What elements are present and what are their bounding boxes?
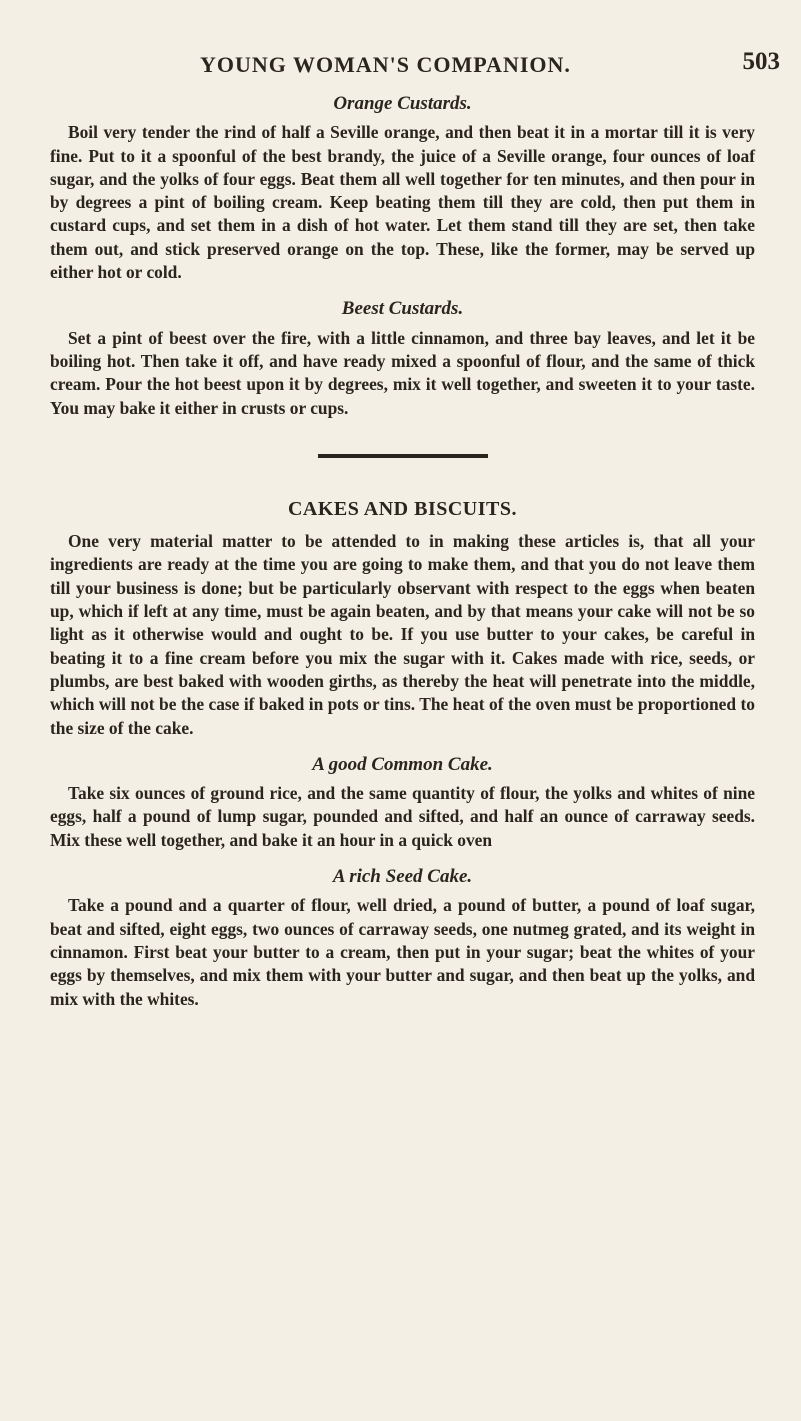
chapter-intro: One very material matter to be attended to in making these articles is, that all your ingredients are ready at the time you are going to make them, and that you do not leave them till your business is done; but be particularly observant with respect to the eggs when beaten up, which if left at any time, must be again beaten, and by that means your cake will not be so light as it otherwise would and ought to be. If you use butter to your cakes, be careful in beating it to a fine cream before you mix the sugar with it. Cakes made with rice, seeds, or plumbs, are best baked with wooden girths, as thereby the heat will penetrate into the middle, which will not be the case if baked in pots or tins. The heat of the oven must be proportioned to the size of the cake.	[50, 531, 755, 738]
running-title: YOUNG WOMAN'S COMPANION.	[200, 52, 571, 77]
recipe-title-seed-cake: A rich Seed Cake.	[332, 866, 473, 888]
recipe-body-common-cake: Take six ounces of ground rice, and the same quantity of flour, the yolks and whites of nine eggs, half a pound of lump sugar, pounded and sifted, and half an ounce of carraway seeds. Mix these well together, and bake it an hour in a quick oven	[50, 783, 755, 850]
recipe-title-common-cake: A good Common Cake.	[312, 753, 493, 775]
recipe-title-beest-custards: Beest Custards.	[341, 298, 464, 320]
chapter-title: CAKES AND BISCUITS.	[287, 497, 517, 520]
recipe-body-beest-custards: Set a pint of beest over the fire, with a little cinnamon, and three bay leaves, and let it be boiling hot. Then take it off, and have ready mixed a spoonful of flour, and the same of thick cream. Pour the hot beest upon it by degrees, mix it well together, and sweeten it to your taste. You may bake it either in crusts or cups.	[50, 327, 755, 418]
page-number: 503	[742, 48, 780, 75]
recipe-body-seed-cake: Take a pound and a quarter of flour, well dried, a pound of butter, a pound of loaf sugar, beat and sifted, eight eggs, two ounces of carraway seeds, one nutmeg grated, and its weight in cinnamon. First beat your butter to a cream, then put in your sugar; beat the whites of your eggs by themselves, and mix them with your butter and sugar, and then beat up the yolks, and mix with the whites.	[50, 895, 755, 1009]
section-divider	[318, 454, 488, 458]
recipe-title-orange-custards: Orange Custards.	[333, 93, 472, 114]
page-content	[50, 92, 755, 1024]
running-header	[70, 48, 780, 88]
recipe-body-orange-custards: Boil very tender the rind of half a Seville orange, and then beat it in a mortar till it is very fine. Put to it a spoonful of the best brandy, the juice of a Seville orange, four ounces of loaf sugar, and the yolks of four eggs. Beat them all well together for ten minutes, and then pour in by degrees a pint of boiling cream. Keep beating them till they are cold, then put them in custard cups, and set them in a dish of hot water. Let them stand till they are set, then take them out, and stick preserved orange on the top. These, like the former, may be served up either hot or cold.	[50, 122, 755, 283]
